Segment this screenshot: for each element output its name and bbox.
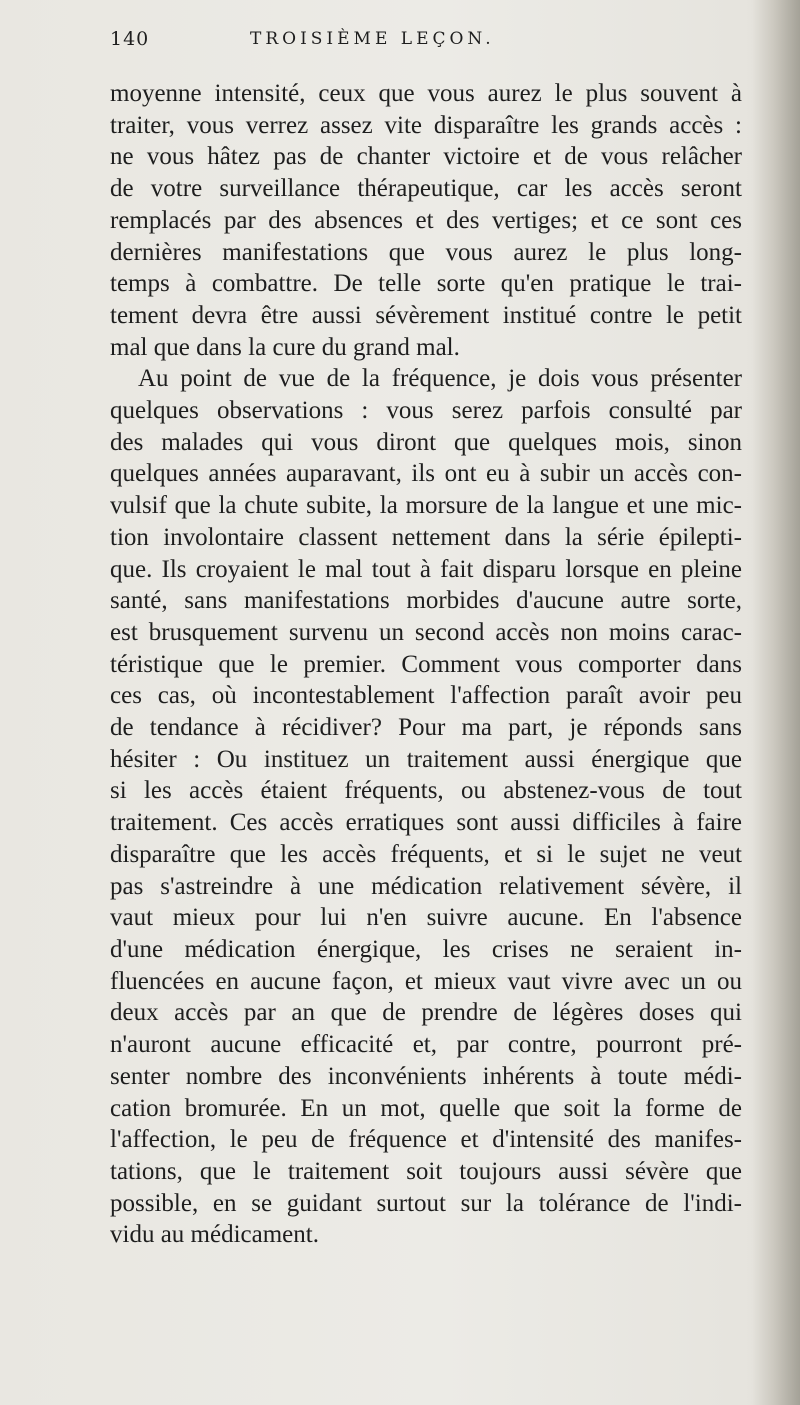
text-line: quelques années auparavant, ils ont eu à subir un accès con- — [110, 460, 742, 488]
text-line: senter nombre des inconvénients inhérents à toute médi- — [110, 1062, 742, 1090]
text-line: quelques observations : vous serez parfois consulté par — [110, 397, 742, 425]
text-line: hésiter : Ou instituez un traitement aussi énergique que — [110, 745, 742, 773]
text-line: si les accès étaient fréquents, ou abstenez-vous de tout — [110, 777, 742, 805]
text-line: ne vous hâtez pas de chanter victoire et de vous relâcher — [110, 143, 742, 171]
text-line: vidu au médicament. — [110, 1221, 319, 1249]
text-line: tement devra être aussi sévèrement institué contre le petit — [110, 301, 742, 329]
page-header — [110, 28, 742, 58]
text-line: traitement. Ces accès erratiques sont aussi difficiles à faire — [110, 809, 742, 837]
text-line: d'une médication énergique, les crises ne seraient in- — [110, 935, 742, 963]
text-line: santé, sans manifestations morbides d'aucune autre sorte, — [110, 587, 742, 615]
text-line: vulsif que la chute subite, la morsure de la langue et une mic- — [110, 492, 742, 520]
text-line: Au point de vue de la fréquence, je dois vous présenter — [138, 365, 742, 393]
page-binding-shadow — [752, 0, 800, 1405]
text-line: moyenne intensité, ceux que vous aurez le plus souvent à — [110, 80, 742, 107]
text-line: n'auront aucune efficacité et, par contre, pourront pré- — [110, 1031, 742, 1059]
text-line: disparaître que les accès fréquents, et si le sujet ne veut — [110, 840, 742, 868]
text-line: tion involontaire classent nettement dans la série épilepti- — [110, 523, 742, 551]
text-line: mal que dans la cure du grand mal. — [110, 333, 460, 361]
text-line: vaut mieux pour lui n'en suivre aucune. En l'absence — [110, 904, 742, 932]
text-line: cation bromurée. En un mot, quelle que soit la forme de — [110, 1094, 742, 1122]
text-line: téristique que le premier. Comment vous comporter dans — [110, 650, 742, 678]
text-line: pas s'astreindre à une médication relativement sévère, il — [110, 872, 742, 900]
text-line: de tendance à récidiver? Pour ma part, je réponds sans — [110, 714, 742, 742]
text-line: que. Ils croyaient le mal tout à fait disparu lorsque en pleine — [110, 555, 742, 583]
text-line: l'affection, le peu de fréquence et d'intensité des manifes- — [110, 1126, 742, 1154]
body-text — [110, 78, 742, 1251]
text-line: tations, que le traitement soit toujours aussi sévère que — [110, 1157, 742, 1185]
text-line: remplacés par des absences et des vertiges; et ce sont ces — [110, 206, 742, 234]
text-line: dernières manifestations que vous aurez le plus long- — [110, 238, 742, 266]
text-line: traiter, vous verrez assez vite disparaître les grands accès : — [110, 111, 742, 139]
text-line: de votre surveillance thérapeutique, car les accès seront — [110, 175, 742, 203]
paragraph — [110, 363, 742, 1251]
text-line: temps à combattre. De telle sorte qu'en pratique le trai- — [110, 270, 742, 298]
running-head: TROISIÈME LEÇON. — [250, 29, 495, 49]
text-line: des malades qui vous diront que quelques mois, sinon — [110, 428, 742, 456]
page-number: 140 — [110, 28, 150, 50]
text-line: fluencées en aucune façon, et mieux vaut vivre avec un ou — [110, 967, 742, 995]
text-line: est brusquement survenu un second accès non moins carac- — [110, 618, 742, 646]
text-line: deux accès par an que de prendre de légères doses qui — [110, 999, 742, 1027]
paragraph — [110, 78, 742, 363]
text-line: ces cas, où incontestablement l'affection paraît avoir peu — [110, 682, 742, 710]
text-line: possible, en se guidant surtout sur la tolérance de l'indi- — [110, 1189, 742, 1217]
